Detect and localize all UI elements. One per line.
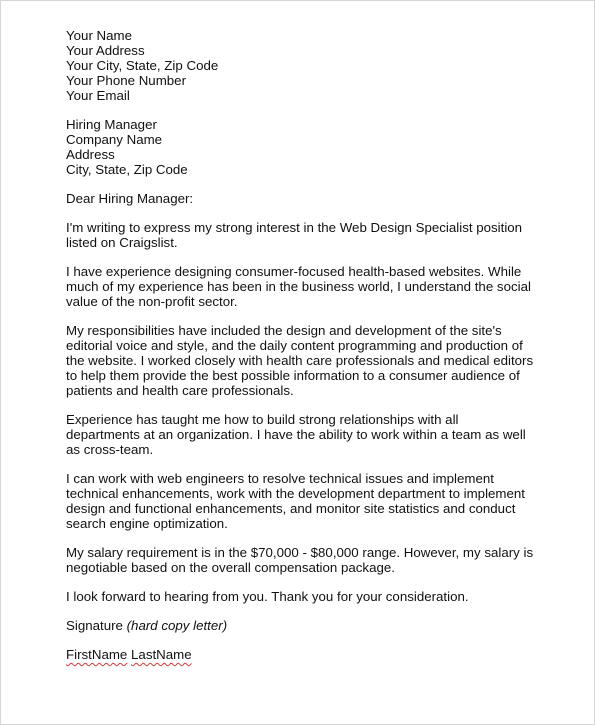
recipient-company: Company Name bbox=[66, 132, 163, 147]
signer-first-name: FirstName bbox=[66, 647, 128, 662]
sender-phone: Your Phone Number bbox=[66, 73, 186, 88]
body-paragraph-1: I'm writing to express my strong interest in the Web Design Specialist position listed on Craigslist. bbox=[66, 220, 523, 250]
salutation: Dear Hiring Manager: bbox=[66, 191, 194, 206]
sender-name: Your Name bbox=[66, 28, 133, 43]
body-paragraph-7: I look forward to hearing from you. Thank you for your consideration. bbox=[66, 589, 469, 604]
body-paragraph-3: My responsibilities have included the design and development of the site's editorial voice and style, and the daily content programming and production of the website. I worked closely with health care professionals and medical editors to help them provide the best possible information to a consumer audience of patients and health care professionals. bbox=[66, 323, 534, 398]
sender-block bbox=[66, 28, 536, 103]
signature-note: (hard copy letter) bbox=[126, 618, 228, 633]
signature-line bbox=[66, 618, 536, 633]
recipient-address: Address bbox=[66, 147, 115, 162]
body-paragraph-4: Experience has taught me how to build strong relationships with all departments at an organization. I have the ability to work within a team as well as cross-team. bbox=[66, 412, 526, 457]
sender-address: Your Address bbox=[66, 43, 145, 58]
sender-email: Your Email bbox=[66, 88, 130, 103]
signer-name bbox=[66, 647, 536, 662]
recipient-block bbox=[66, 117, 536, 177]
cover-letter bbox=[66, 28, 536, 662]
body-paragraph-5: I can work with web engineers to resolve technical issues and implement technical enhancements, work with the development department to implement design and functional enhancements, and monitor site statistics and conduct search engine optimization. bbox=[66, 471, 525, 531]
signer-last-name: LastName bbox=[131, 647, 192, 662]
body-paragraph-6: My salary requirement is in the $70,000 - $80,000 range. However, my salary is negotiable based on the overall compensation package. bbox=[66, 545, 534, 575]
sender-city-state-zip: Your City, State, Zip Code bbox=[66, 58, 219, 73]
signature-label: Signature bbox=[66, 618, 123, 633]
body-paragraph-2: I have experience designing consumer-focused health-based websites. While much of my experience has been in the business world, I understand the social value of the non-profit sector. bbox=[66, 264, 531, 309]
recipient-city-state-zip: City, State, Zip Code bbox=[66, 162, 188, 177]
recipient-title: Hiring Manager bbox=[66, 117, 157, 132]
